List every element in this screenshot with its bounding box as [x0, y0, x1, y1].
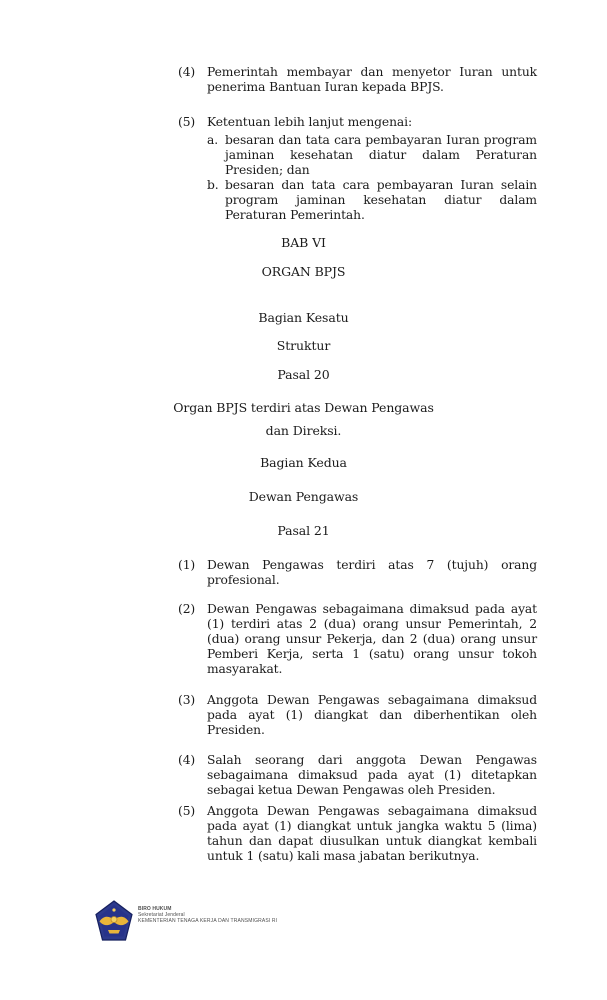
clause-number: (4) — [178, 753, 196, 767]
article-body-pasal-20 — [0, 396, 607, 442]
sub-clause-list — [207, 133, 537, 223]
clause-text: Anggota Dewan Pengawas sebagaimana dimaksud pada ayat (1) diangkat dan diberhentikan oleh Presiden. — [207, 693, 537, 737]
clause-number: (1) — [178, 558, 196, 572]
footer-line-kementerian: KEMENTERIAN TENAGA KERJA DAN TRANSMIGRASI RI — [138, 918, 278, 924]
clause-item-4 — [178, 65, 537, 95]
pasal21-clause-5 — [178, 804, 537, 864]
pasal21-clause-3 — [178, 693, 537, 738]
clause-text: Pemerintah membayar dan menyetor Iuran untuk penerima Bantuan Iuran kepada BPJS. — [207, 65, 537, 94]
list-item — [178, 115, 537, 223]
clause-text: Salah seorang dari anggota Dewan Pengawas sebagaimana dimaksud pada ayat (1) ditetapkan sebagai ketua Dewan Pengawas oleh Presiden. — [207, 753, 537, 797]
footer — [95, 900, 277, 942]
article-text-line: dan Direksi. — [265, 423, 342, 438]
section-heading-bagian-kedua: Bagian Kedua — [260, 455, 347, 470]
section-title-dewan-pengawas: Dewan Pengawas — [248, 489, 359, 504]
chapter-title: ORGAN BPJS — [261, 264, 346, 279]
sub-clause-letter: a. — [207, 133, 219, 147]
footer-line-sekretariat: Sekretariat Jenderal — [138, 912, 185, 918]
list-item — [178, 602, 537, 677]
sub-clause-letter: b. — [207, 178, 219, 192]
sub-clause-text: besaran dan tata cara pembayaran Iuran program jaminan kesehatan diatur dalam Peraturan Presiden; dan — [225, 133, 537, 177]
pasal21-clause-1 — [178, 558, 537, 588]
clause-item-5 — [178, 115, 537, 223]
clause-body — [207, 115, 537, 223]
article-text-line: Organ BPJS terdiri atas Dewan Pengawas — [173, 400, 434, 415]
pasal21-clause-2 — [178, 602, 537, 677]
clause-text: Dewan Pengawas sebagaimana dimaksud pada ayat (1) terdiri atas 2 (dua) orang unsur Pemerintah, 2 (dua) orang unsur Pekerja, dan 2 (dua) orang unsur Pemberi Kerja, serta 1 (satu) orang unsur tokoh masyarakat. — [207, 602, 537, 676]
list-item — [178, 693, 537, 738]
footer-line-biro-hukum: BIRO HUKUM — [138, 906, 172, 912]
clause-text: Ketentuan lebih lanjut mengenai: — [207, 115, 413, 129]
footer-text — [138, 900, 277, 924]
article-heading-pasal-21: Pasal 21 — [277, 523, 330, 538]
list-item — [178, 804, 537, 864]
ministry-logo-icon — [95, 900, 133, 942]
section-heading-bagian-kesatu: Bagian Kesatu — [258, 310, 349, 325]
pasal21-clause-4 — [178, 753, 537, 798]
sub-clause-text: besaran dan tata cara pembayaran Iuran selain program jaminan kesehatan diatur dalam Peraturan Pemerintah. — [225, 178, 537, 222]
clause-number: (4) — [178, 65, 196, 79]
list-item — [178, 65, 537, 95]
list-item — [178, 558, 537, 588]
clause-number: (5) — [178, 804, 196, 818]
clause-number: (2) — [178, 602, 196, 616]
list-item — [178, 753, 537, 798]
chapter-heading: BAB VI — [281, 235, 326, 250]
clause-number: (5) — [178, 115, 196, 129]
sub-list-item — [207, 133, 537, 178]
section-title-struktur: Struktur — [276, 338, 331, 353]
clause-text: Dewan Pengawas terdiri atas 7 (tujuh) orang profesional. — [207, 558, 537, 587]
sub-list-item — [207, 178, 537, 223]
clause-number: (3) — [178, 693, 196, 707]
article-heading-pasal-20: Pasal 20 — [277, 367, 330, 382]
clause-text: Anggota Dewan Pengawas sebagaimana dimaksud pada ayat (1) diangkat untuk jangka waktu 5 (lima) tahun dan dapat diusulkan untuk diangkat kembali untuk 1 (satu) kali masa jabatan berikutnya. — [207, 804, 537, 863]
